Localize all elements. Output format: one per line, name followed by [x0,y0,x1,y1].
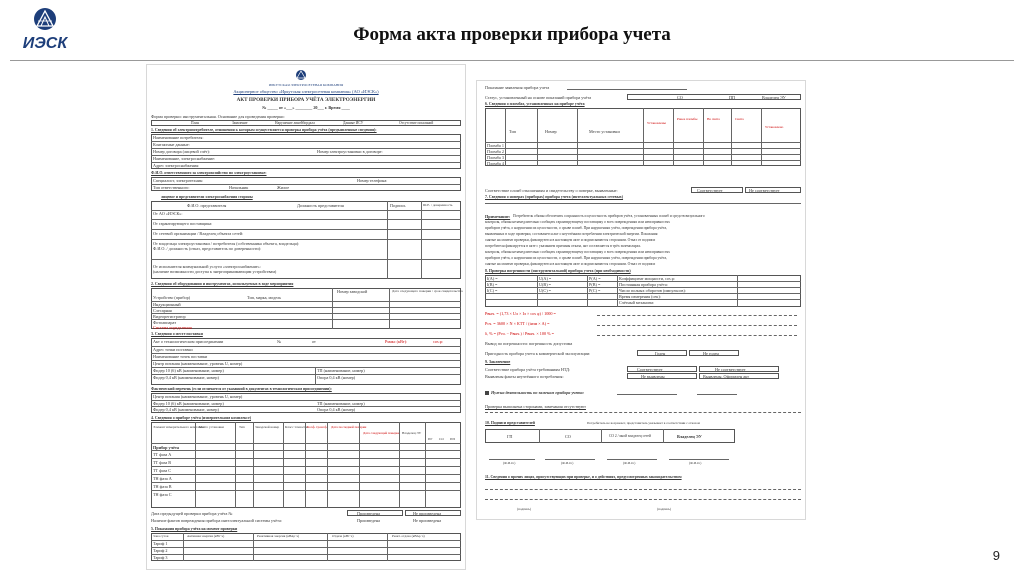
section-2-heading: 2. Сведения об оборудовании и инструментах, используемых в ходе мероприятия [151,282,294,286]
table-row: Коэффициент мощности, cos φ: [619,276,676,281]
table-row: От владельца электроустановки / потребителя (собственника объекта, владельца): [153,241,300,246]
form-row: Наименование, электроснабжение: [153,156,216,161]
table-header: Отдача (кВт·ч) [332,534,354,538]
table-row: ТН фаза В [153,484,172,489]
table-row: ТП (наименование, номер) [317,401,365,406]
conclusion-option: Выявлены. Оформлен акт [703,374,749,379]
table-header: Должность представителя [297,203,344,208]
table-row: I(С) = [487,288,498,293]
note-text: потребителя фиксируется в акте с указанием причины отказа, акт составляется в трёх экземплярах. [485,244,642,248]
act-number: № _____ от «___» ________ 20___ г. Время ____ [262,105,350,110]
form-row: Номер электроустановки в договоре: [317,149,383,154]
table-row: Опора 0,4 кВ (номер) [317,375,356,380]
table-header: Коэф. трансф. [307,425,328,429]
table-row: Фидер 0,4 кВ (наименование, номер) [153,407,219,412]
table-row: Время измерения (сек): [619,294,661,299]
last-check-option: Произведена [357,511,380,516]
table-row: ТП (наименование, номер) [317,368,365,373]
table-header: Установлены [647,121,666,125]
note-text: приборов учёта, о нарушении их целостности, о срыве пломб. При нарушениях учёта, повреждении прибора учёта, [485,226,668,230]
table-row: Прибор учёта [153,445,180,450]
table-row: Фотоаппарат [153,320,177,325]
replacement-line: Нужна деятельность по заменам прибора учета: [491,390,585,395]
table-header: Класс точности [285,425,308,429]
table-row: Пломба 3 [487,155,504,160]
last-check-line: Наличие фактов повреждения прибора интеллектуальной системы учёта: [151,518,282,523]
table-header: Не снята [707,117,720,121]
basis-option: Отсутствие показаний [399,120,434,125]
right-document-page [476,80,806,520]
formula-line: δ, % = (Рсч. − Рвыч.) / Рвыч. × 100 % = [485,331,554,336]
signature-caption: (Ф.И.О.) [503,461,516,465]
signature-caption: (Ф.И.О.) [561,461,574,465]
table-row: ТТ фаза А [153,452,172,457]
note-text: Потребитель обязан обеспечить сохранность и целостность приборов учёта, установленных пломб и средств визуального [513,214,705,218]
logo-wordmark: ИЭСК [22,35,68,52]
note-text: выявленных в ходе проверки, составляется акт о неучтённом потреблении электрической энергии. Показания [485,232,658,236]
table-header: Реактивная энергия (кВАр·ч) [257,534,300,538]
table-row: Наименование точек поставки [153,354,208,359]
table-header: Дата последней поверки [331,425,367,429]
table-row: ТТ фаза В [153,460,172,465]
note-label: Примечание: [485,214,511,219]
table-row: ТН фаза А [153,476,172,481]
status-option: СО [677,95,683,100]
act-title: АКТ ПРОВЕРКИ ПРИБОРА УЧЁТА ЭЛЕКТРОЭНЕРГИИ [236,97,376,103]
table-header: Номер заводской [337,289,368,294]
table-row: Центр питания (наименование, уровень U, номер) [153,361,243,366]
table-row: cos φ: [433,339,444,344]
table-row: U(А) = [539,276,552,281]
last-check-option: Произведена [357,518,380,523]
footer-caption: (подпись) [657,507,672,511]
note-text: снятые на момент проверки, фиксируются в настоящем акте и подписываются сторонами. Отказ от подписи [485,262,656,266]
table-row: Индукционный [153,302,181,307]
seal-option: Не соответствует [749,188,780,193]
table-row: От сетевой организации / Владелец объекта сетей: [153,231,244,236]
form-row: Номер телефона: [357,178,388,183]
formula-line: Рсч. = 3600 × N × КТТ / (tизм × А) = [485,321,550,326]
section-7-heading: 7. Сведения о номерах (приборах) прибора учета (интеллектуальных сетевых) [485,195,624,199]
note-text: снятые на момент проверки, фиксируются в настоящем акте и подписываются сторонами. Отказ от подписи [485,238,656,242]
conclusion-option: Соответствует [637,367,663,372]
form-row: Начальник [229,185,249,190]
table-row: Фидер 10 (6) кВ (наименование, номер) [153,368,224,373]
table-row: Постоянная прибора учёта: [619,282,668,287]
table-row: P(А) = [589,276,601,281]
table-header: Владелец ЭУ [402,431,422,435]
table-header: Место установки [199,425,224,429]
section-1-heading: 1. Сведения об электропотребителе, отношения к которым осуществляется проверка прибора учёта (предъявленные сведения): [151,128,377,132]
table-row: ТН фаза С [153,492,172,497]
section-3-heading: 3. Сведения о месте поставки [151,332,203,336]
table-row: Видеорегистратор [153,314,186,319]
footer-caption: (подпись) [517,507,532,511]
checkbox-filled-icon [485,391,489,395]
status-line: Статус, установленный на основе показаний прибора учёта [485,95,592,100]
note-text: контроля, обязан незамедлительно сообщать гарантирующему поставщику о всех повреждениях или неисправностях [485,250,670,254]
table-row: ТТ фаза С [153,468,172,473]
table-header: Подпись [390,203,406,208]
table-row: Счётный механизм: [619,300,655,305]
table-header: Место установки [589,129,620,134]
table-header: Ф.И.О. представителя [187,203,227,208]
form-row: Контактные данные: [153,142,190,147]
note-text: приборов учёта, о нарушении их целостности, о срыве пломб. При нарушениях учёта, повреждении прибора учёта, [485,256,668,260]
basis-line: Форма проверки: инструментальная. Основание для проведения проверки: [151,114,285,119]
header-divider [10,60,1014,61]
table-row: Акт о технологическом присоединении [153,339,224,344]
table-row: I(А) = [487,276,498,281]
formula-line: Рвыч. = (1,73 × Uл × Iл × cos φ) / 1000 = [485,311,556,316]
acceptance-option: Не годен [703,351,719,356]
table-row: № [277,339,281,344]
table-row: U(С) = [539,288,552,293]
table-header: Снята [735,117,744,121]
conclusion-row: Соответствие прибора учёта требованиям НТД: [485,367,571,372]
conclusion-option: Не выявлены [641,374,665,379]
meter-name-line: Показание заявления прибора учета [485,85,550,90]
representatives-heading: лицевое и представители электроснабжения стороны [161,195,253,199]
basis-option: Заявление [232,120,248,125]
table-row: Слесарная [153,308,172,313]
table-row: P(С) = [589,288,601,293]
form-row: Специалист, электротехник: [153,178,204,183]
seal-conclusion: Соответствие пломб отношениям и свидетельству о поверке, выявленные: [485,188,618,193]
table-header: Реакт. отдача (кВАр·ч) [392,534,425,538]
table-header: СО 2 / иной владелец сетей [609,434,651,438]
table-row: Опора 0,4 кВ (номер) [317,407,356,412]
table-row: От исполнителя коммунальной услуги «электроснабжение»: [153,264,261,269]
table-header: ПГ [428,437,433,441]
section-5-heading: 5. Показания прибора учёта на момент проверки [151,527,238,531]
section-4-heading: 4. Сведения о приборе учёта (измерительном комплексе) [151,416,251,420]
table-header: ГП [507,434,513,439]
table-header: Ш.Е. / доверенность [423,203,453,207]
table-row: Тариф 2 [153,548,168,553]
table-header: Активная энергия (кВт·ч) [187,534,225,538]
table-row: Пломба 4 [487,161,504,166]
small-logo-icon [291,69,311,83]
table-row: I(В) = [487,282,498,287]
table-row: Фидер 10 (6) кВ (наименование, номер) [153,401,224,406]
table-header: Заводской номер [255,425,280,429]
basis-option: План [191,120,199,125]
table-row: Пломба 2 [487,149,504,154]
table-header: СО [439,437,444,441]
table-row: Устройство (прибор) [153,295,191,300]
table-row: Тариф 1 [153,541,168,546]
table-row: Ф.И.О. / должность (отказ, представитель по доверенности): [153,246,262,251]
seal-option: Соответствует [697,188,723,193]
section-9-heading: 9. Заключение [485,360,511,364]
formula-line: Вывод по погрешности: погрешность допустима [485,341,573,346]
last-check-option: Не произведена [413,511,442,516]
table-row: P(В) = [589,282,601,287]
basis-option: Нарушение линейбордала [275,120,315,125]
acceptance-option: Годен [655,351,666,356]
table-header: Дата следующей поверки [363,431,400,435]
table-row: U(В) = [539,282,552,287]
page-title: Форма акта проверки прибора учета [353,24,671,45]
table-row: от [312,339,316,344]
form-row: Жилое [277,185,290,190]
org-full-name: Акционерное общество «Иркутская электросетевая компания» (АО «ИЭСК») [233,89,379,94]
form-row: Адрес электроснабжения: [153,163,200,168]
signature-caption: (Ф.И.О.) [623,461,636,465]
section-6-heading: 6. Сведения о пломбах, установленных на приборе учёта [485,102,585,106]
conclusion-row: Выявлены факты неучтённого потребления: [485,374,564,379]
form-row: Тип ответственного: [153,185,190,190]
table-header: Зона суток [153,534,169,538]
section-11-heading: 11. Сведения о прочих лицах, присутствующих при проверке, и о действиях, предусмотренных законодательством [485,475,682,479]
table-header: ПП [450,437,455,441]
left-document-page [146,64,466,570]
last-check-line: Дата предыдущей проверки прибора учёта № [151,511,233,516]
table-row: Рмакс (кВт): [385,339,408,344]
table-header: Номер [545,129,557,134]
org-short-name: ИРКУТСКАЯ ЭЛЕКТРОСЕТЕВАЯ КОМПАНИЯ [268,83,344,87]
section-8-heading: 8. Проверка погрешности (инструментальной) прибора учета (при необходимости) [485,269,631,273]
responsible-heading: Ф.И.О. ответственного за электрохозяйство по электроустановке: [151,171,267,175]
status-option: Владелец ЭУ [762,95,786,100]
table-row: Центр питания (наименование, уровень U, номер) [153,394,243,399]
section-10-heading: 10. Подписи представителей [485,421,535,425]
signature-caption: (Ф.И.О.) [689,461,702,465]
table-row: Тип, марка, модель [247,295,282,300]
basis-option: Данные ИСУ [343,120,364,125]
form-row: Наименование потребителя: [153,135,204,140]
status-option: ПП [729,95,736,100]
table-header: Тип [239,425,245,429]
table-header: Владелец ЭУ [677,434,702,439]
form-row: Номер договора (лицевой счёт): [153,149,210,154]
table-row: Число полных оборотов (импульсов): [619,288,686,293]
table-row: Пломба 1 [487,143,504,148]
section-3b-heading: Фактический перечень (если отличается от указанной в документах в технологическом присоединении): [151,387,332,391]
page-number: 9 [992,548,1000,563]
table-row: От АО «ИЭСК»: [153,211,183,216]
conclusion-option: Не соответствует [715,367,746,372]
table-header: Ранее пломбы [677,117,698,121]
table-header: Установлено [765,125,784,129]
table-row: Адрес точки поставки [153,347,193,352]
table-header: Тип [509,129,516,134]
last-check-option: Не произведена [413,518,442,523]
table-row: Система определения [153,325,192,330]
table-row: Тариф 3 [153,555,168,560]
note-text: контроля, обязан незамедлительно сообщать гарантирующему поставщику о всех повреждениях или неисправностях [485,220,670,224]
table-row: Фидер 0,4 кВ (наименование, номер) [153,375,219,380]
table-header: Дата следующего поверки / срок свидетельства [392,289,463,293]
table-header: Элемент измерительного комплекса [153,425,205,429]
table-row: (наличие возможности доступа к энергопринимающим устройствам) [153,269,277,274]
checked-by-line: Проверка выполнена сторонами, замечания отсутствуют [485,404,586,409]
table-row: От гарантирующего поставщика: [153,221,213,226]
signature-note: Потребитель не возражает, представитель указывает в соответствии с отказом [587,421,700,425]
table-header: СО [565,434,571,439]
acceptance-line: Пригодность прибора учета к коммерческой эксплуатации: [485,351,591,356]
